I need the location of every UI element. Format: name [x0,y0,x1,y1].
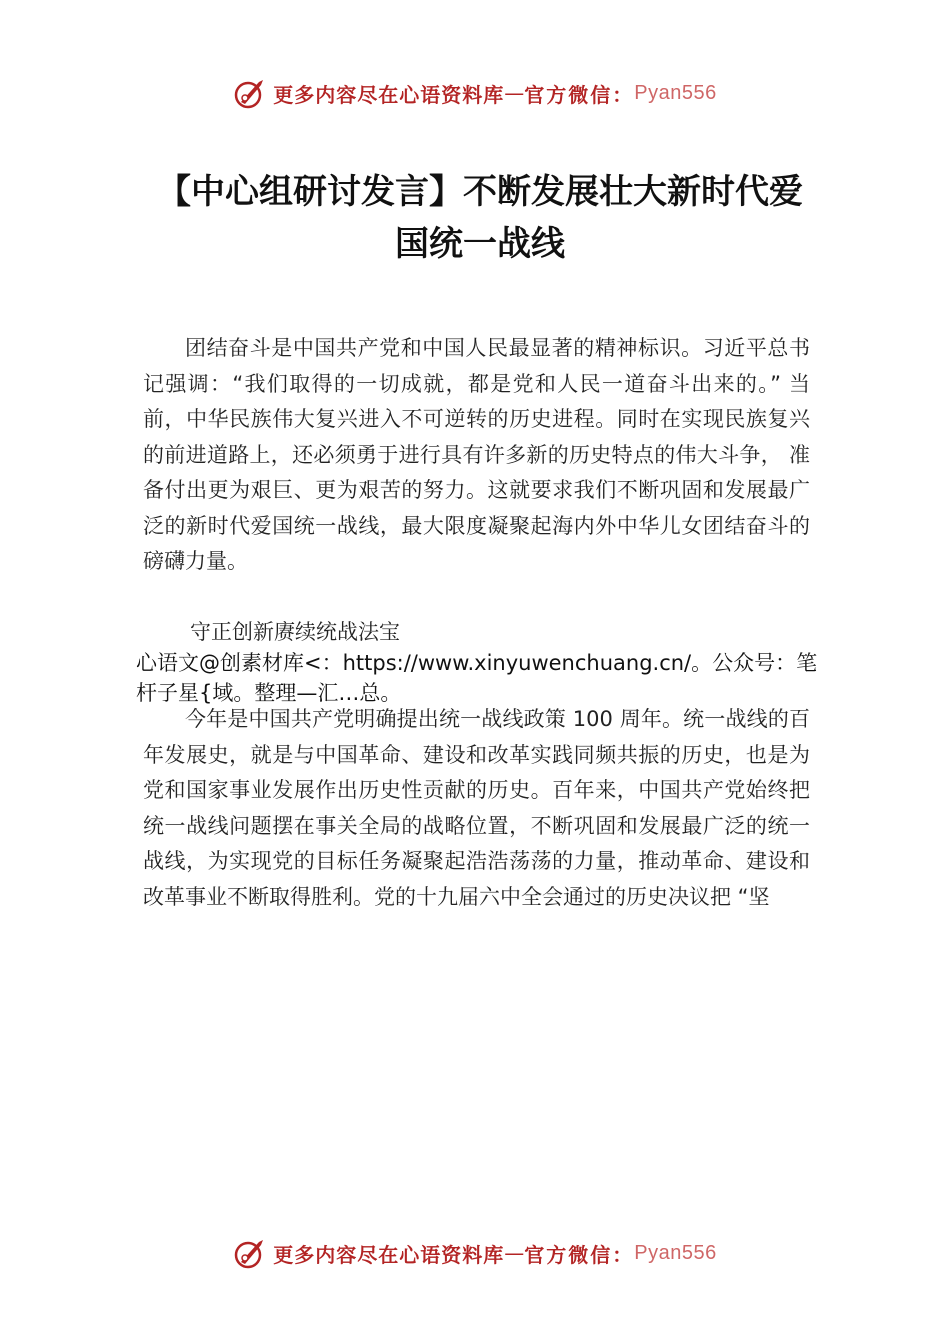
header-banner [0,73,950,113]
source-note: 心语文@创素材库<：https://www.xinyuwenchuang.cn/。公众号：笔杆子星{域。整理—汇…总。 [136,651,818,705]
banner-wechat-label: 官方微信： [524,1242,635,1267]
title-line-1: 【中心组研讨发言】不断发展壮大新时代爱 [157,172,803,212]
title-line-2: 国统一战线 [395,224,565,264]
banner-wechat-id: Pyan556 [634,1241,717,1264]
banner-wechat-id: Pyan556 [634,81,717,104]
section-subheading: 守正创新赓续统战法宝 [190,620,400,644]
banner-wechat-label: 官方微信： [524,82,635,107]
banner-text: 更多内容尽在心语资料库 [273,82,505,107]
body-paragraph-1: 团结奋斗是中国共产党和中国人民最显著的精神标识。习近平总书记强调：“我们取得的一切成就，都是党和人民一道奋斗出来的。” 当前，中华民族伟大复兴进入不可逆转的历史进程。同时在实现民族复兴的前进道路上，还必须勇于进行具有许多新的历史特点的伟大斗争， 准备付出更为艰巨、更为艰苦的努力。这就要求我们不断巩固和发展最广泛的新时代爱国统一战线，最大限度凝聚起海内外中华儿女团结奋斗的磅礴力量。 [143,336,810,573]
banner-text: 更多内容尽在心语资料库 [273,1242,505,1267]
footer-banner [0,1233,950,1273]
banner-separator: — [504,1241,525,1265]
quill-logo-icon [233,76,267,110]
body-paragraph-2: 今年是中国共产党明确提出统一战线政策 100 周年。统一战线的百年发展史，就是与中国革命、建设和改革实践同频共振的历史，也是为党和国家事业发展作出历史性贡献的历史。百年来，中国共产党始终把统一战线问题摆在事关全局的战略位置，不断巩固和发展最广泛的统一战线，为实现党的目标任务凝聚起浩浩荡荡的力量，推动革命、建设和改革事业不断取得胜利。党的十九届六中全会通过的历史决议把 “坚 [143,707,810,909]
quill-logo-icon [233,1236,267,1270]
document-title [140,166,820,270]
banner-separator: — [504,81,525,105]
